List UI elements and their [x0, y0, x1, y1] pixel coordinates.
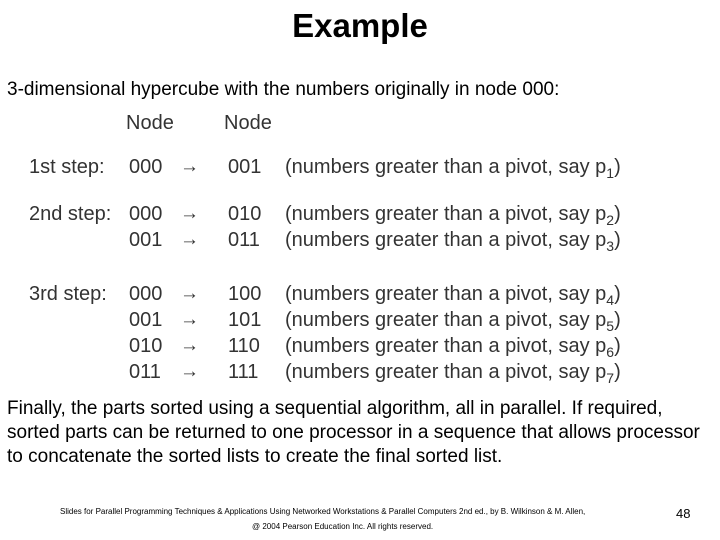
arrow-icon: → — [180, 156, 199, 177]
to-node: 101 — [228, 309, 262, 331]
from-node: 000 — [129, 283, 163, 305]
step-description: (numbers greater than a pivot, say $p_1$) — [285, 156, 621, 181]
step-description: (numbers greater than a pivot, say $p_2$) — [285, 203, 621, 228]
from-node: 001 — [129, 309, 163, 331]
pivot-subscript: 2 — [606, 212, 615, 228]
step-row — [0, 359, 720, 385]
from-node: 011 — [129, 361, 161, 383]
to-node: 100 — [228, 283, 262, 305]
step-label: 1st step: — [29, 156, 105, 178]
from-node: 000 — [129, 156, 163, 178]
step-row — [0, 307, 720, 333]
to-node: 011 — [228, 229, 260, 251]
arrow-icon: → — [180, 283, 199, 304]
destination-node-header: Node — [224, 112, 272, 134]
step-description: (numbers greater than a pivot, say $p_7$) — [285, 361, 621, 386]
to-node: 010 — [228, 203, 262, 225]
to-node: 001 — [228, 156, 262, 178]
step-description: (numbers greater than a pivot, say $p_3$) — [285, 229, 621, 254]
pivot-subscript: 7 — [606, 370, 615, 386]
arrow-icon: → — [180, 309, 199, 330]
step-description: (numbers greater than a pivot, say $p_5$) — [285, 309, 621, 334]
source-node-header: Node — [126, 112, 174, 134]
footer-copyright: @ 2004 Pearson Education Inc. All rights reserved. — [252, 522, 434, 531]
arrow-icon: → — [180, 361, 199, 382]
step-row — [0, 201, 720, 227]
intro-text: 3-dimensional hypercube with the numbers originally in node 000: — [7, 79, 560, 100]
step-label: 3rd step: — [29, 283, 107, 305]
pivot-subscript: 3 — [606, 238, 615, 254]
to-node: 111 — [228, 361, 259, 383]
closing-paragraph: Finally, the parts sorted using a sequential algorithm, all in parallel. If required, sorted parts can be returned to one processor in a sequence that allows processor to concatenate the sorted lists to create the final sorted list. — [7, 398, 700, 467]
pivot-subscript: 6 — [606, 344, 615, 360]
step-row — [0, 227, 720, 253]
footer-credit: Slides for Parallel Programming Techniques & Applications Using Networked Workstations & Parallel Computers 2nd ed., by B. Wilkinson & M. Allen, — [60, 507, 586, 516]
step-description: (numbers greater than a pivot, say $p_4$) — [285, 283, 621, 308]
page-number: 48 — [676, 506, 691, 521]
to-node: 110 — [228, 335, 260, 357]
step-row — [0, 154, 720, 180]
from-node: 010 — [129, 335, 163, 357]
step-description: (numbers greater than a pivot, say $p_6$) — [285, 335, 621, 360]
arrow-icon: → — [180, 203, 199, 224]
step-row — [0, 333, 720, 359]
from-node: 001 — [129, 229, 163, 251]
pivot-subscript: 4 — [606, 292, 615, 308]
arrow-icon: → — [180, 229, 199, 250]
step-row — [0, 281, 720, 307]
step-label: 2nd step: — [29, 203, 112, 225]
pivot-subscript: 1 — [606, 165, 615, 181]
arrow-icon: → — [180, 335, 199, 356]
slide-title: Example — [292, 7, 428, 44]
from-node: 000 — [129, 203, 163, 225]
pivot-subscript: 5 — [606, 318, 615, 334]
